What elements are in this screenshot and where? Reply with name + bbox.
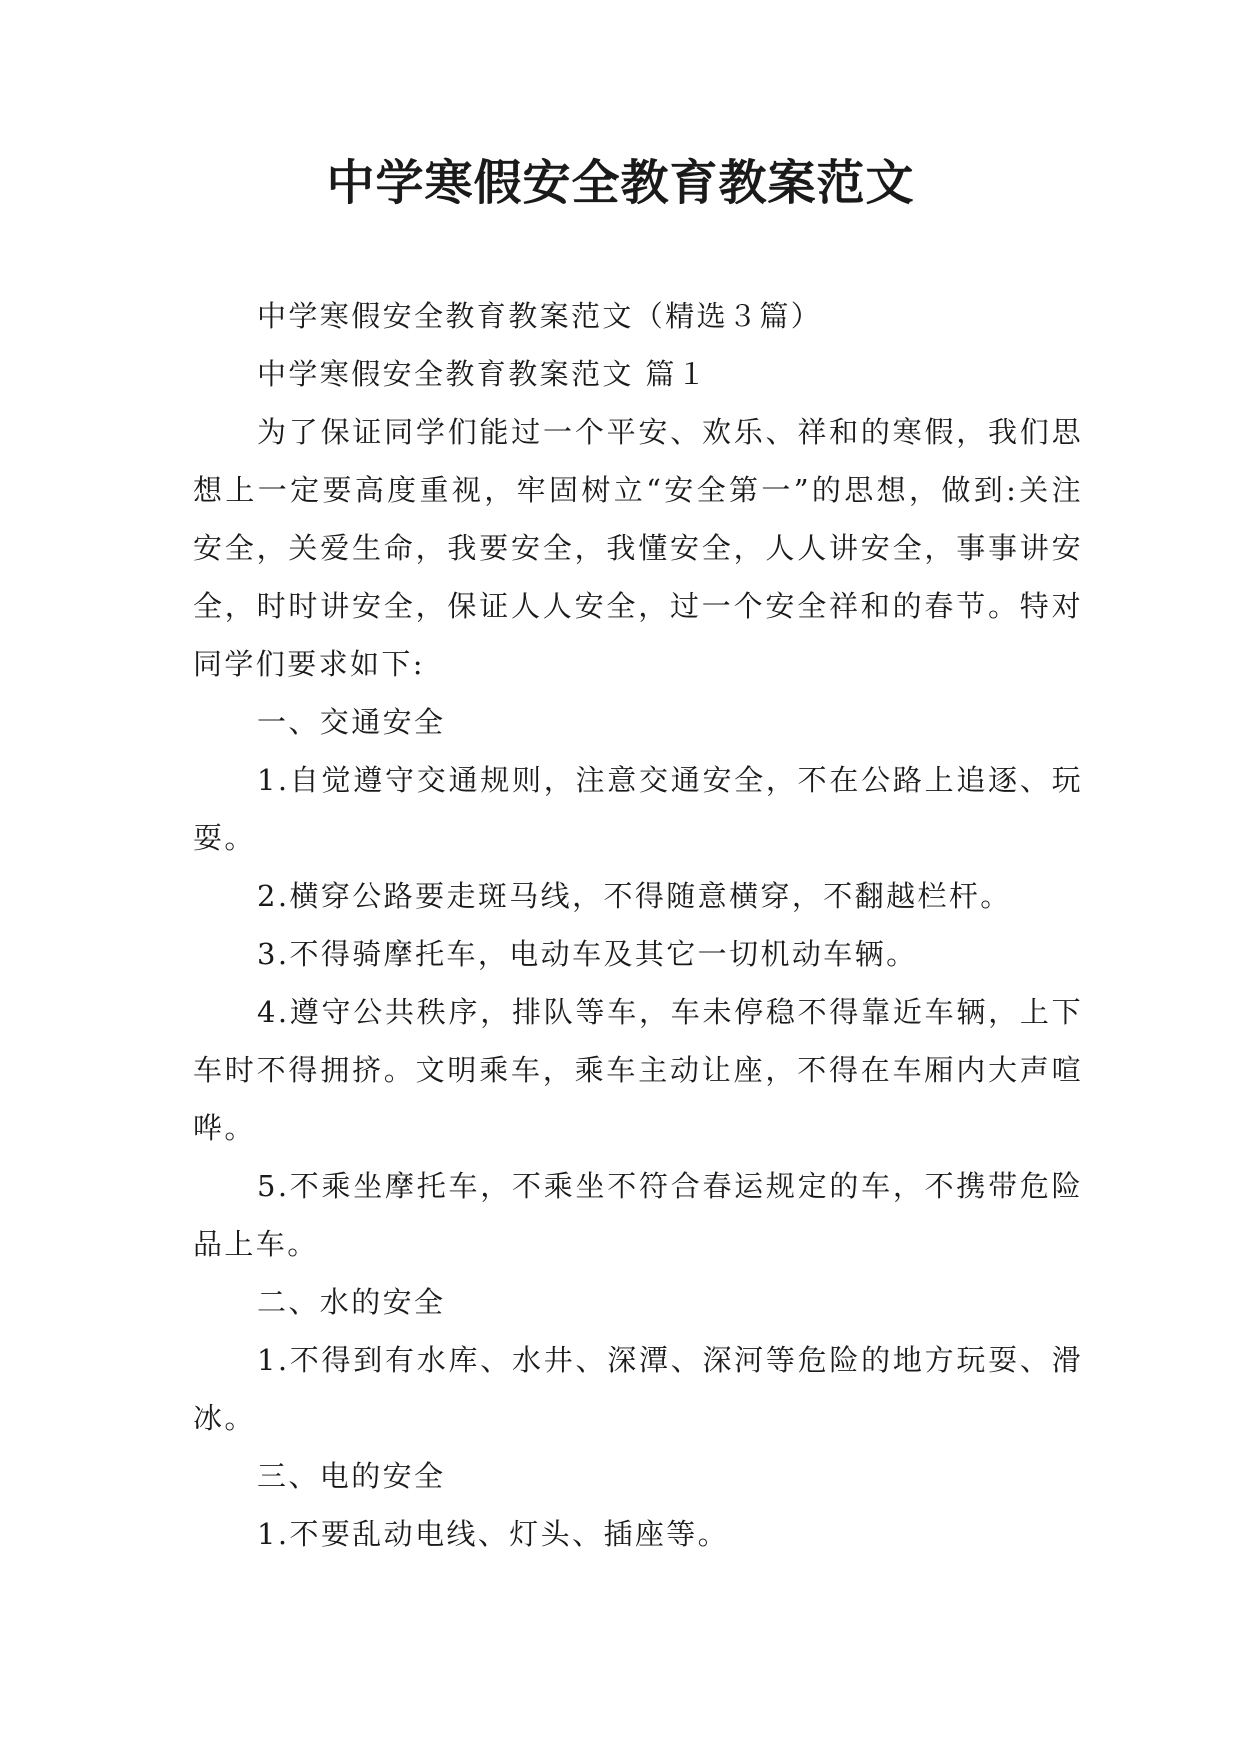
document-body <box>193 287 1083 1563</box>
traffic-rule-5: 5.不乘坐摩托车，不乘坐不符合春运规定的车，不携带危险品上车。 <box>193 1169 1083 1261</box>
traffic-rule-1: 1.自觉遵守交通规则，注意交通安全，不在公路上追逐、玩耍。 <box>193 763 1083 855</box>
subtitle-paragraph: 中学寒假安全教育教案范文（精选３篇） <box>257 299 823 333</box>
section-heading-part-1: 中学寒假安全教育教案范文 篇１ <box>257 357 709 391</box>
traffic-rule-3: 3.不得骑摩托车，电动车及其它一切机动车辆。 <box>257 937 918 971</box>
electric-rule-1: 1.不要乱动电线、灯头、插座等。 <box>257 1517 730 1551</box>
heading-water-safety: 二、水的安全 <box>257 1285 446 1319</box>
traffic-rule-2: 2.横穿公路要走斑马线，不得随意横穿，不翻越栏杆。 <box>257 879 1012 913</box>
intro-paragraph: 为了保证同学们能过一个平安、欢乐、祥和的寒假，我们思想上一定要高度重视，牢固树立“安全第一”的思想，做到:关注安全，关爱生命，我要安全，我懂安全，人人讲安全，事事讲安全，时时讲安全，保证人人安全，过一个安全祥和的春节。特对同学们要求如下: <box>193 415 1083 681</box>
water-rule-1: 1.不得到有水库、水井、深潭、深河等危险的地方玩耍、滑冰。 <box>193 1343 1083 1435</box>
heading-electric-safety: 三、电的安全 <box>257 1459 446 1493</box>
document-title: 中学寒假安全教育教案范文 <box>326 155 915 211</box>
heading-traffic-safety: 一、交通安全 <box>257 705 446 739</box>
traffic-rule-4: 4.遵守公共秩序，排队等车，车未停稳不得靠近车辆，上下车时不得拥挤。文明乘车，乘车主动让座，不得在车厢内大声喧哗。 <box>193 995 1083 1145</box>
